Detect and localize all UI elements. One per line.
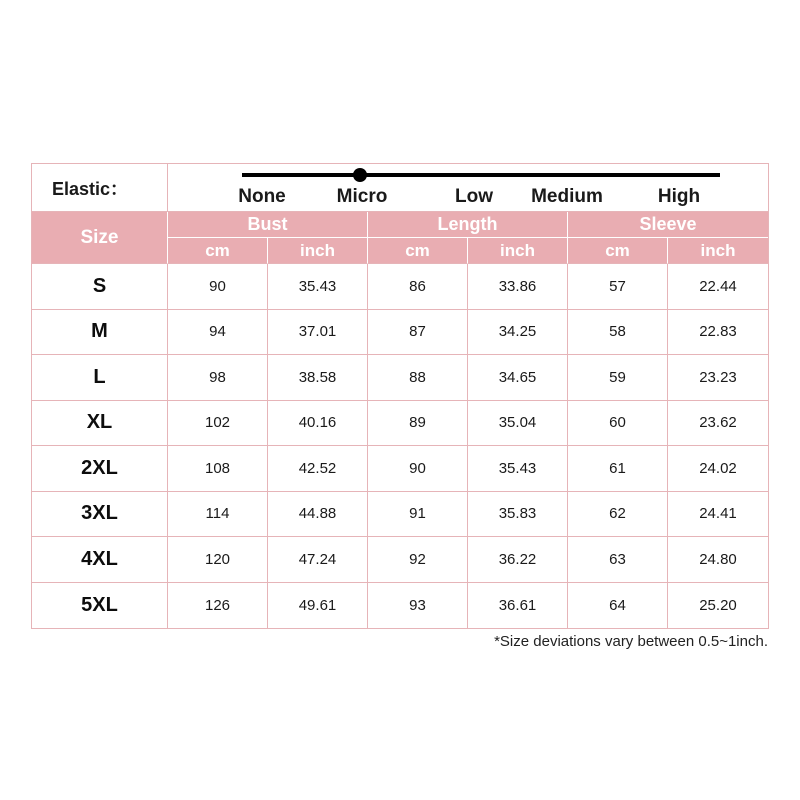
sleeve-cm: 60 — [568, 401, 668, 447]
bust-cm: 120 — [168, 537, 268, 583]
length-inch: 36.22 — [468, 537, 568, 583]
size-label: L — [32, 355, 168, 401]
size-label: S — [32, 264, 168, 310]
length-cm: 91 — [368, 492, 468, 538]
size-label: XL — [32, 401, 168, 447]
length-inch: 36.61 — [468, 583, 568, 629]
bust-cm-header: cm — [168, 238, 268, 264]
bust-inch: 38.58 — [268, 355, 368, 401]
sleeve-inch: 24.80 — [668, 537, 768, 583]
elastic-label: Elastic： — [32, 164, 168, 212]
length-cm: 92 — [368, 537, 468, 583]
length-header: Length — [368, 212, 568, 238]
elastic-level-high: High — [657, 186, 701, 207]
elastic-level-none: None — [238, 186, 286, 207]
size-label: 5XL — [32, 583, 168, 629]
elastic-level-medium: Medium — [531, 186, 603, 207]
sleeve-inch-header: inch — [668, 238, 768, 264]
elastic-level-micro: Micro — [336, 186, 388, 207]
sleeve-cm: 61 — [568, 446, 668, 492]
length-inch: 34.25 — [468, 310, 568, 356]
length-inch: 35.43 — [468, 446, 568, 492]
elastic-scale — [168, 164, 768, 212]
length-cm: 86 — [368, 264, 468, 310]
elastic-selected-marker — [353, 168, 367, 182]
size-chart — [31, 163, 769, 629]
length-cm-header: cm — [368, 238, 468, 264]
bust-cm: 98 — [168, 355, 268, 401]
sleeve-inch: 22.44 — [668, 264, 768, 310]
sleeve-inch: 24.41 — [668, 492, 768, 538]
bust-cm: 90 — [168, 264, 268, 310]
length-cm: 90 — [368, 446, 468, 492]
bust-cm: 114 — [168, 492, 268, 538]
sleeve-inch: 22.83 — [668, 310, 768, 356]
length-inch: 33.86 — [468, 264, 568, 310]
sleeve-cm: 57 — [568, 264, 668, 310]
elastic-level-low: Low — [455, 186, 493, 207]
bust-inch: 40.16 — [268, 401, 368, 447]
bust-inch: 42.52 — [268, 446, 368, 492]
length-cm: 93 — [368, 583, 468, 629]
length-cm: 87 — [368, 310, 468, 356]
sleeve-inch: 24.02 — [668, 446, 768, 492]
bust-inch: 49.61 — [268, 583, 368, 629]
length-inch: 34.65 — [468, 355, 568, 401]
sleeve-inch: 25.20 — [699, 596, 737, 614]
bust-inch-header: inch — [268, 238, 368, 264]
size-label: 3XL — [32, 492, 168, 538]
sleeve-cm: 63 — [568, 537, 668, 583]
size-column-header: Size — [32, 212, 168, 264]
size-label: M — [32, 310, 168, 356]
elastic-scale-line — [242, 173, 720, 177]
length-inch-header: inch — [468, 238, 568, 264]
size-label: 4XL — [32, 537, 168, 583]
sleeve-header: Sleeve — [568, 212, 768, 238]
length-inch: 35.04 — [468, 401, 568, 447]
sleeve-cm: 64 — [568, 583, 668, 629]
bust-inch: 47.24 — [268, 537, 368, 583]
sleeve-cm: 59 — [568, 355, 668, 401]
sleeve-inch: 23.62 — [668, 401, 768, 447]
bust-header: Bust — [168, 212, 368, 238]
bust-cm: 102 — [168, 401, 268, 447]
size-deviation-note: *Size deviations vary between 0.5~1inch. — [494, 633, 768, 650]
length-cm: 88 — [368, 355, 468, 401]
sleeve-cm: 58 — [568, 310, 668, 356]
size-table — [32, 164, 768, 628]
sleeve-inch: 23.23 — [668, 355, 768, 401]
bust-inch: 44.88 — [268, 492, 368, 538]
size-label: 2XL — [32, 446, 168, 492]
sleeve-cm: 62 — [568, 492, 668, 538]
bust-cm: 126 — [168, 583, 268, 629]
bust-inch: 37.01 — [268, 310, 368, 356]
length-inch: 35.83 — [468, 492, 568, 538]
bust-cm: 94 — [168, 310, 268, 356]
bust-inch: 35.43 — [268, 264, 368, 310]
sleeve-cm-header: cm — [568, 238, 668, 264]
length-cm: 89 — [368, 401, 468, 447]
bust-cm: 108 — [168, 446, 268, 492]
